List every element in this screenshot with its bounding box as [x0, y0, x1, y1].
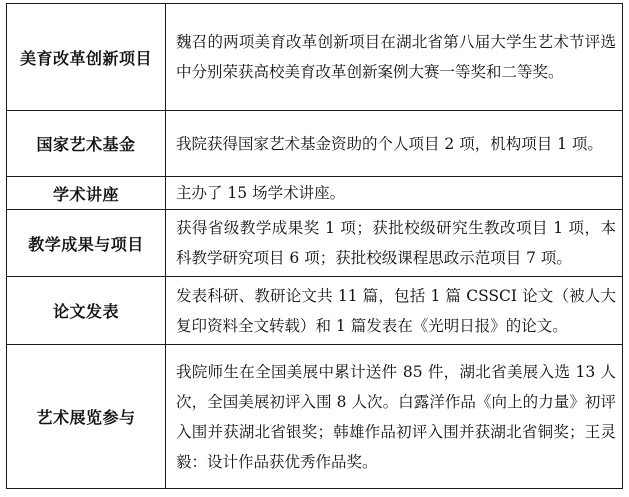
row-category: 美育改革创新项目	[7, 4, 166, 111]
row-content: 获得省级教学成果奖 1 项；获批校级研究生教改项目 1 项，本科教学研究项目 6 项；获批校级课程思政示范项目 7 项。	[166, 210, 623, 277]
table-row	[7, 111, 623, 177]
row-content: 发表科研、教研论文共 11 篇，包括 1 篇 CSSCI 论文（被人大复印资料全文转载）和 1 篇发表在《光明日报》的论文。	[166, 277, 623, 345]
row-category: 学术讲座	[7, 177, 166, 210]
row-content: 主办了 15 场学术讲座。	[166, 177, 623, 210]
table-row	[7, 4, 623, 111]
row-content: 我院师生在全国美展中累计送件 85 件，湖北省美展入选 13 人次，全国美展初评入围 8 人次。白露洋作品《向上的力量》初评入围并获湖北省银奖；韩雄作品初评入围并获湖北省铜奖；王灵毅：设计作品获优秀作品奖。	[166, 345, 623, 489]
row-category: 国家艺术基金	[7, 111, 166, 177]
table-row	[7, 210, 623, 277]
achievements-table	[6, 3, 623, 489]
row-content: 我院获得国家艺术基金资助的个人项目 2 项，机构项目 1 项。	[166, 111, 623, 177]
row-category: 论文发表	[7, 277, 166, 345]
row-category: 教学成果与项目	[7, 210, 166, 277]
row-content: 魏召的两项美育改革创新项目在湖北省第八届大学生艺术节评选中分别荣获高校美育改革创新案例大赛一等奖和二等奖。	[166, 4, 623, 111]
table-row	[7, 277, 623, 345]
table-row	[7, 177, 623, 210]
row-category: 艺术展览参与	[7, 345, 166, 489]
table-row	[7, 345, 623, 489]
